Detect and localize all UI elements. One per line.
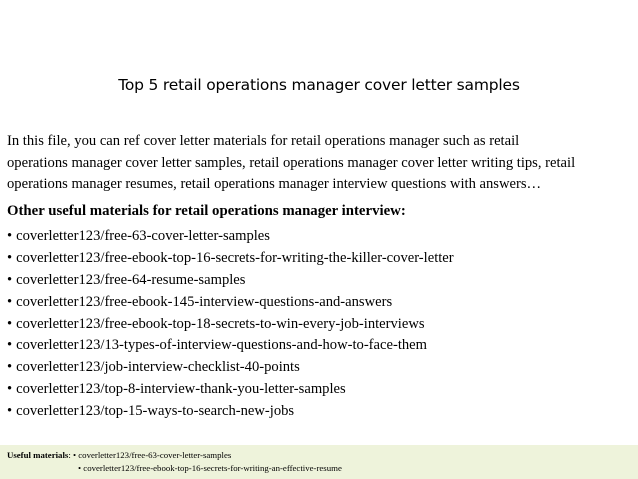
material-link[interactable]: coverletter123/free-ebook-top-18-secrets-to-win-every-job-interviews [16,315,425,332]
list-item [7,401,635,423]
bullet: • [72,450,77,460]
intro-line: In this file, you can ref cover letter materials for retail operations manager such as retail [7,133,520,149]
material-link[interactable]: coverletter123/free-63-cover-letter-samples [16,228,270,244]
material-link[interactable]: coverletter123/top-8-interview-thank-you-letter-samples [16,381,346,398]
intro-line: operations manager resumes, retail operations manager interview questions with answers… [7,176,542,192]
intro-line: operations manager cover letter samples, retail operations manager cover letter writing tips, retail [7,154,576,171]
bullet: • [7,381,13,398]
list-item [7,248,635,270]
material-link[interactable]: coverletter123/free-ebook-top-16-secrets-for-writing-the-killer-cover-letter [16,249,454,266]
bullet: • [7,228,13,244]
footer-row [78,463,342,473]
bullet: • [78,463,82,473]
footer-link[interactable]: coverletter123/free-63-cover-letter-samples [78,450,232,460]
list-item [7,270,635,292]
bullet: • [7,315,13,332]
material-link[interactable]: coverletter123/free-ebook-145-interview-questions-and-answers [16,293,393,310]
footer-row [7,450,231,460]
list-item [7,379,635,401]
intro-paragraph [7,131,635,196]
bullet: • [7,337,13,354]
footer-link[interactable]: coverletter123/free-ebook-top-16-secrets-for-writing-an-effective-resume [83,463,342,473]
bullet: • [7,293,13,310]
bullet: • [7,249,13,266]
material-link[interactable]: coverletter123/free-64-resume-samples [16,271,246,288]
materials-list [7,226,635,423]
materials-heading: Other useful materials for retail operations manager interview: [7,203,406,219]
footer-separator: : [68,450,73,460]
list-item [7,357,635,379]
material-link[interactable]: coverletter123/job-interview-checklist-40-points [16,359,300,376]
material-link[interactable]: coverletter123/top-15-ways-to-search-new-jobs [16,403,295,420]
page-title: Top 5 retail operations manager cover letter samples [118,76,520,94]
list-item [7,335,635,357]
list-item [7,292,635,314]
material-link[interactable]: coverletter123/13-types-of-interview-questions-and-how-to-face-them [16,337,428,354]
bullet: • [7,359,13,376]
list-item [7,314,635,336]
list-item [7,226,635,248]
footer-bar [0,445,638,479]
footer-label: Useful materials [7,450,69,460]
bullet: • [7,271,13,288]
bullet: • [7,403,13,420]
